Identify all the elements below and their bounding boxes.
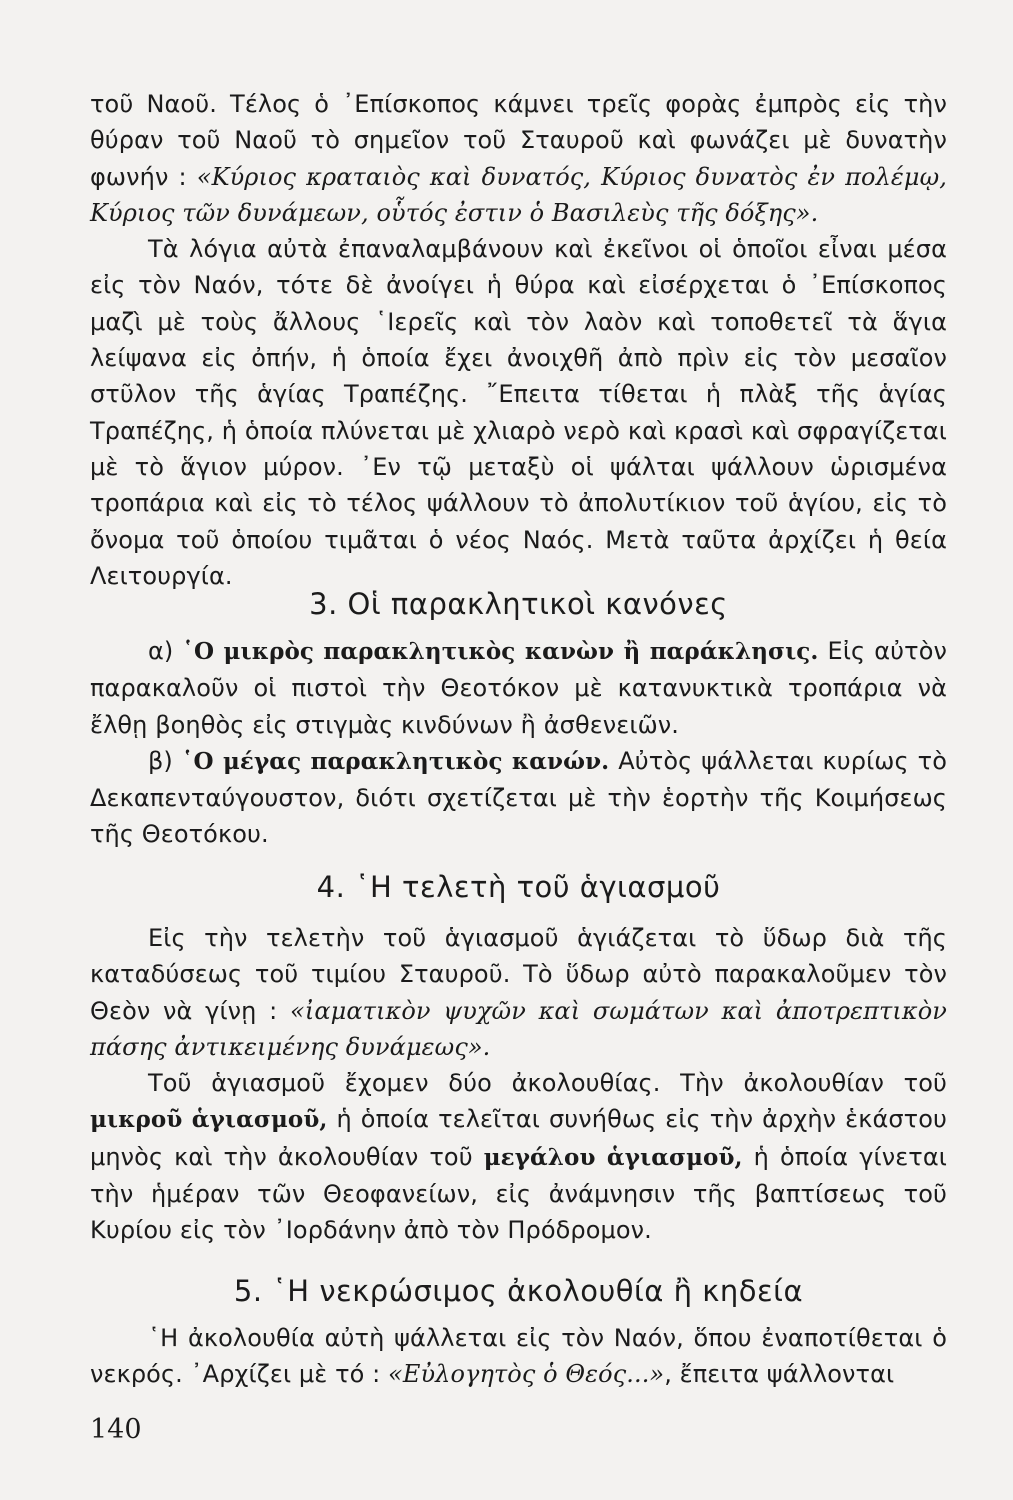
paragraph-relics: Τὰ λόγια αὐτὰ ἐπαναλαμβάνουν καὶ ἐκεῖνοι οἱ ὁποῖοι εἶναι μέσα εἰς τὸν Ναόν, τότε δὲ ἀνοίγει ἡ θύρα καὶ εἰσέρχεται ὁ ᾿Επίσκοπος μαζὶ μὲ τοὺς ἄλλους ῾Ιερεῖς καὶ τὸν λαὸν καὶ τοποθετεῖ τὰ ἅγια λείψανα εἰς ὀπήν, ἡ ὁποία ἔχει ἀνοιχθῆ ἀπὸ πρὶν εἰς τὸν μεσαῖον στῦλον τῆς ἁγίας Τραπέζης. ῎Επειτα τίθεται ἡ πλὰξ τῆς ἁγίας Τραπέζης, ἡ ὁποία πλύνεται μὲ χλιαρὸ νερὸ καὶ κρασὶ καὶ σφραγίζεται μὲ τὸ ἅγιον μύρον. ᾿Εν τῷ μεταξὺ οἱ ψάλται ψάλλουν ὡρισμένα τροπάρια καὶ εἰς τὸ τέλος ψάλλουν τὸ ἀπολυτίκιον τοῦ ἁγίου, εἰς τὸ ὄνομα τοῦ ὁποίου τιμᾶται ὁ νέος Ναός. Μετὰ ταῦτα ἀρχίζει ἡ θεία Λειτουργία. <box>90 235 947 590</box>
blessing-quote: «ἰαματικὸν ψυχῶν καὶ σωμάτων καὶ ἀποτρεπτικὸν πάσης ἀντικειμένης δυνάμεως». <box>90 996 947 1061</box>
section-3-heading: 3. Οἱ παρακλητικοὶ κανόνες <box>309 587 728 621</box>
psalm-quote: «Κύριος κραταιὸς καὶ δυνατός, Κύριος δυνατὸς ἐν πολέμῳ, Κύριος τῶν δυνάμεων, οὗτός ἐστιν ὁ Βασιλεὺς τῆς δόξης». <box>90 162 947 227</box>
section-3-text <box>90 633 947 853</box>
small-blessing-term: μικροῦ ἁγιασμοῦ, <box>90 1106 328 1134</box>
paragraph-opening: τοῦ Ναοῦ. Τέλος ὁ ᾿Επίσκοπος κάμνει τρεῖς φορὰς ἐμπρὸς εἰς τὴν θύραν τοῦ Ναοῦ τὸ σημεῖον τοῦ Σταυροῦ καὶ φωνάζει μὲ δυνατὴν φωνήν : «Κύριος κραταιὸς καὶ δυνατός, Κύριος δυνατὸς ἐν πολέμῳ, Κύριος τῶν δυνάμεων, οὗτός ἐστιν ὁ Βασιλεὺς τῆς δόξης». <box>90 90 947 227</box>
item-b-title: ῾Ο μέγας παρακλητικὸς κανών. <box>181 747 610 775</box>
paragraph-services: Τοῦ ἁγιασμοῦ ἔχομεν δύο ἀκολουθίας. Τὴν ἀκολουθίαν τοῦ μικροῦ ἁγιασμοῦ, ἡ ὁποία τελεῖται συνήθως εἰς τὴν ἀρχὴν ἑκάστου μηνὸς καὶ τὴν ἀκολουθίαν τοῦ μεγάλου ἁγιασμοῦ, ἡ ὁποία γίνεται τὴν ἡμέραν τῶν Θεοφανείων, εἰς ἀνάμνησιν τῆς βαπτίσεως τοῦ Κυρίου εἰς τὸν ᾿Ιορδάνην ἀπὸ τὸν Πρόδρομον. <box>90 1069 948 1245</box>
item-a-title: ῾Ο μικρὸς παρακλητικὸς κανὼν ἢ παράκλησις. <box>182 638 819 665</box>
great-blessing-term: μεγάλου ἁγιασμοῦ, <box>483 1143 743 1171</box>
item-a: α) ῾Ο μικρὸς παρακλητικὸς κανὼν ἢ παράκλησις. Εἰς αὐτὸν παρακαλοῦν οἱ πιστοὶ τὴν Θεοτόκον μὲ κατανυκτικὰ τροπάρια νὰ ἔλθῃ βοηθὸς εἰς στιγμὰς κινδύνων ἢ ἀσθενειῶν. <box>90 637 947 739</box>
section-5-text <box>90 1320 947 1393</box>
funeral-quote: «Εὐλογητὸς ὁ Θεός...» <box>388 1360 665 1389</box>
section-5-heading: 5. ῾Η νεκρώσιμος ἀκολουθία ἢ κηδεία <box>233 1274 804 1308</box>
section-4-text <box>90 920 947 1249</box>
intro-text <box>90 86 947 594</box>
page-number: 140 <box>90 1414 142 1445</box>
paragraph-blessing: Εἰς τὴν τελετὴν τοῦ ἁγιασμοῦ ἁγιάζεται τὸ ὕδωρ διὰ τῆς καταδύσεως τοῦ τιμίου Σταυροῦ. Τὸ ὕδωρ αὐτὸ παρακαλοῦμεν τὸν Θεὸν νὰ γίνῃ : «ἰαματικὸν ψυχῶν καὶ σωμάτων καὶ ἀποτρεπτικὸν πάσης ἀντικειμένης δυνάμεως». <box>90 924 947 1061</box>
section-4-heading: 4. ῾Η τελετὴ τοῦ ἁγιασμοῦ <box>316 870 721 904</box>
item-b: β) ῾Ο μέγας παρακλητικὸς κανών. Αὐτὸς ψάλλεται κυρίως τὸ Δεκαπενταύγουστον, διότι σχετίζεται μὲ τὴν ἑορτὴν τῆς Κοιμήσεως τῆς Θεοτόκου. <box>90 746 947 849</box>
paragraph-funeral: ῾Η ἀκολουθία αὐτὴ ψάλλεται εἰς τὸν Ναόν, ὅπου ἐναποτίθεται ὁ νεκρός. ᾿Αρχίζει μὲ τό : «Εὐλογητὸς ὁ Θεός...», ἔπειτα ψάλλονται <box>90 1324 947 1389</box>
